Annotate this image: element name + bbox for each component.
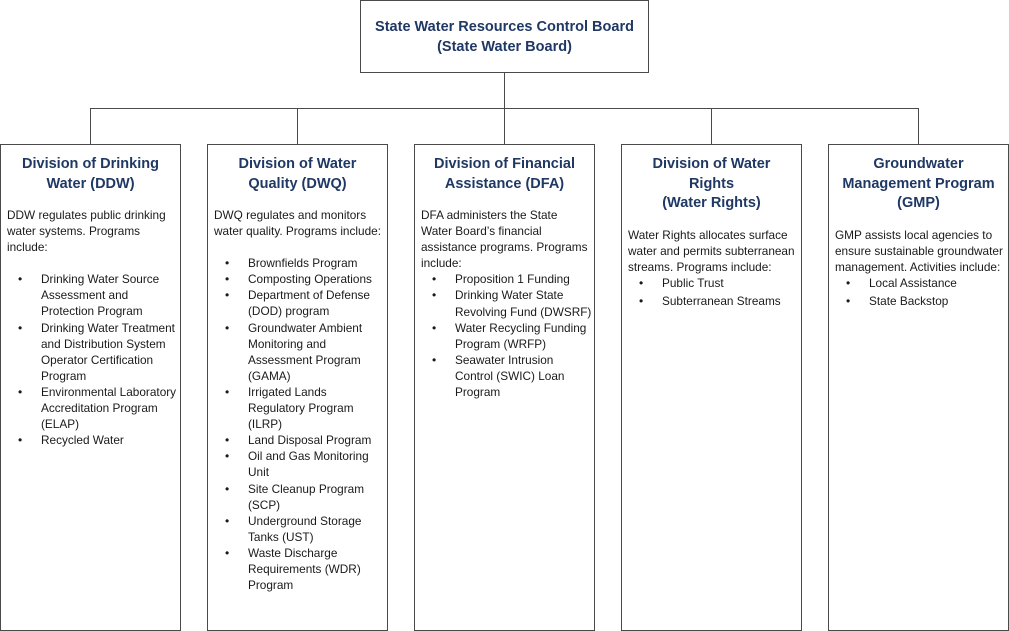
list-item bbox=[7, 432, 180, 448]
list-item-text: Groundwater Ambient Monitoring and Assessment Program (GAMA) bbox=[248, 320, 363, 383]
bullet-icon: • bbox=[225, 433, 230, 448]
list-item-text: Department of Defense (DOD) program bbox=[248, 288, 370, 319]
bullet-icon: • bbox=[225, 320, 230, 335]
node-title bbox=[214, 155, 387, 194]
list-item-text: Irrigated Lands Regulatory Program (ILRP) bbox=[248, 384, 354, 432]
bullet-icon: • bbox=[432, 288, 437, 303]
node-title-line1: Division of Water bbox=[238, 156, 357, 172]
list-item-text: Public Trust bbox=[662, 275, 724, 290]
node-description: DDW regulates public drinking water systems. Programs include: bbox=[7, 208, 166, 255]
list-item-text: Site Cleanup Program (SCP) bbox=[248, 481, 365, 512]
list-item bbox=[214, 271, 387, 287]
node-title bbox=[7, 155, 180, 194]
list-item-text: Drinking Water Source Assessment and Protection Program bbox=[41, 272, 160, 319]
program-list bbox=[421, 271, 594, 400]
list-item bbox=[628, 275, 801, 291]
node-description: DFA administers the State Water Board’s financial assistance programs. Programs include: bbox=[421, 208, 588, 271]
node-title-line2: Water (DDW) bbox=[46, 175, 135, 192]
list-item-text: Underground Storage Tanks (UST) bbox=[248, 513, 362, 544]
node-title-line1: Division of Drinking bbox=[22, 156, 159, 172]
program-list bbox=[7, 271, 180, 448]
list-item bbox=[7, 271, 180, 319]
node-title-line1: Division of Financial bbox=[434, 156, 575, 172]
list-item bbox=[7, 320, 180, 384]
bullet-icon: • bbox=[225, 288, 230, 303]
bullet-icon: • bbox=[18, 320, 23, 335]
bullet-icon: • bbox=[225, 545, 230, 560]
list-item-text: Land Disposal Program bbox=[248, 433, 372, 448]
bullet-icon: • bbox=[432, 352, 437, 367]
list-item bbox=[214, 255, 387, 271]
list-item bbox=[835, 293, 1008, 309]
node-title-line3: (GMP) bbox=[897, 195, 940, 211]
list-item bbox=[421, 352, 594, 400]
node-title-line2: Quality (DWQ) bbox=[248, 175, 347, 192]
bullet-icon: • bbox=[639, 293, 644, 308]
bullet-icon: • bbox=[225, 513, 230, 528]
list-item bbox=[421, 287, 594, 319]
list-item bbox=[7, 384, 180, 432]
list-item-text: Seawater Intrusion Control (SWIC) Loan Program bbox=[455, 352, 565, 400]
list-item bbox=[835, 275, 1008, 291]
node-title-line2: Assistance (DFA) bbox=[444, 175, 565, 192]
list-item-text: Recycled Water bbox=[41, 433, 124, 448]
bullet-icon: • bbox=[225, 449, 230, 464]
program-list bbox=[835, 275, 1008, 309]
list-item-text: Drinking Water Treatment and Distribution System Operator Certification Program bbox=[41, 320, 175, 383]
list-item-text: Waste Discharge Requirements (WDR) Program bbox=[248, 545, 361, 593]
list-item bbox=[214, 320, 387, 384]
list-item-text: Water Recycling Funding Program (WRFP) bbox=[455, 320, 587, 351]
bullet-icon: • bbox=[639, 275, 644, 290]
list-item-text: Local Assistance bbox=[869, 275, 957, 290]
bullet-icon: • bbox=[225, 384, 230, 399]
root-title-line1: State Water Resources Control Board bbox=[375, 18, 634, 35]
node-title-line1: Division of Water Rights bbox=[652, 156, 771, 192]
node-title-line1: Groundwater bbox=[873, 156, 964, 172]
node-title bbox=[421, 155, 594, 194]
list-item-text: Drinking Water State Revolving Fund (DWSRF) bbox=[455, 288, 592, 319]
node-title-line2: (Water Rights) bbox=[662, 195, 761, 211]
bullet-icon: • bbox=[225, 256, 230, 271]
list-item bbox=[214, 384, 387, 432]
bullet-icon: • bbox=[18, 384, 23, 399]
list-item-text: Composting Operations bbox=[248, 272, 372, 287]
list-item-text: Environmental Laboratory Accreditation Program (ELAP) bbox=[41, 384, 177, 432]
list-item bbox=[214, 481, 387, 513]
bullet-icon: • bbox=[846, 275, 851, 290]
program-list bbox=[214, 255, 387, 593]
list-item bbox=[214, 448, 387, 480]
list-item bbox=[214, 287, 387, 319]
root-node-state-water-board bbox=[360, 0, 649, 73]
list-item-text: State Backstop bbox=[869, 293, 949, 308]
root-title-line2: (State Water Board) bbox=[437, 38, 572, 55]
node-description: DWQ regulates and monitors water quality. Programs include: bbox=[214, 208, 381, 239]
list-item bbox=[421, 320, 594, 352]
bullet-icon: • bbox=[432, 320, 437, 335]
list-item bbox=[214, 513, 387, 545]
bullet-icon: • bbox=[432, 272, 437, 287]
bullet-icon: • bbox=[18, 272, 23, 287]
node-division-water-quality bbox=[207, 144, 388, 631]
bullet-icon: • bbox=[225, 272, 230, 287]
list-item-text: Brownfields Program bbox=[248, 256, 358, 271]
node-title bbox=[628, 155, 801, 214]
bullet-icon: • bbox=[846, 293, 851, 308]
node-title bbox=[835, 155, 1008, 214]
node-groundwater-management-program bbox=[828, 144, 1009, 631]
bullet-icon: • bbox=[18, 433, 23, 448]
node-division-drinking-water bbox=[0, 144, 181, 631]
list-item bbox=[214, 432, 387, 448]
list-item-text: Subterranean Streams bbox=[662, 293, 781, 308]
bullet-icon: • bbox=[225, 481, 230, 496]
list-item bbox=[421, 271, 594, 287]
list-item-text: Proposition 1 Funding bbox=[455, 272, 570, 287]
list-item bbox=[214, 545, 387, 593]
list-item bbox=[628, 293, 801, 309]
node-description: GMP assists local agencies to ensure sustainable groundwater management. Activities include: bbox=[835, 227, 1003, 274]
node-title-line2: Management Program bbox=[842, 175, 995, 192]
list-item-text: Oil and Gas Monitoring Unit bbox=[248, 449, 369, 480]
node-division-financial-assistance bbox=[414, 144, 595, 631]
program-list bbox=[628, 275, 801, 309]
node-division-water-rights bbox=[621, 144, 802, 631]
node-description: Water Rights allocates surface water and permits subterranean streams. Programs include: bbox=[628, 227, 795, 274]
